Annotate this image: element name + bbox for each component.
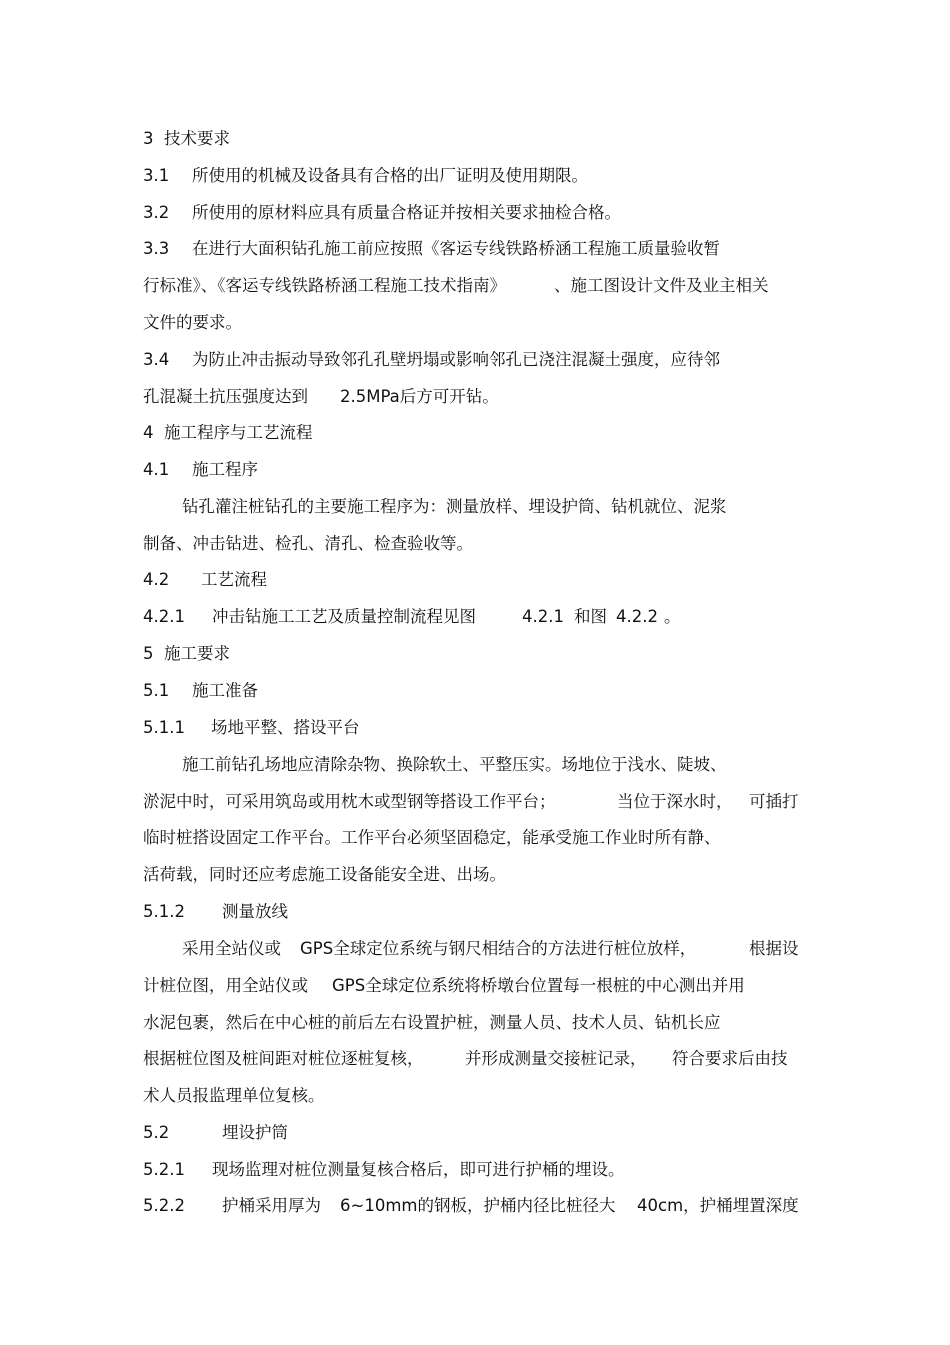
paragraph-5-1-2-line4 [0,1047,950,1071]
heading-text: 3 技术要求 [143,129,230,148]
text-fragment: 施工前钻孔场地应清除杂物、换除软土、平整压实。场地位于浅水、陡坡、 [182,755,727,774]
clause-text: 护桶采用厚为 [222,1196,321,1215]
clause-number: 5.1.1 [143,718,185,737]
clause-number: 4.2.1 [143,607,185,626]
text-fragment: 并形成测量交接桩记录， [465,1049,647,1068]
text-fragment: 根据桩位图及桩间距对桩位逐桩复核， [143,1049,424,1068]
paragraph-5-2-2 [0,1194,950,1218]
paragraph-3-3-continued [0,274,950,298]
text-fragment: GPS全球定位系统与钢尺相结合的方法进行桩位放样， [300,939,697,958]
paragraph-5-1-1-line2 [0,790,950,814]
paragraph-5-1-2 [0,937,950,961]
text-fragment: 和图 [574,607,607,626]
paragraph-4-2-1 [0,605,950,629]
text-fragment: 制备、冲击钻进、检孔、清孔、检查验收等。 [143,534,473,553]
section-heading-5 [0,642,950,666]
text-fragment: 2.5MPa后方可开钻。 [340,387,499,406]
text-fragment: 。 [664,607,681,626]
clause-number: 5.2 [143,1123,170,1142]
clause-text: 所使用的机械及设备具有合格的出厂证明及使用期限。 [192,166,588,185]
text-fragment: 孔混凝土抗压强度达到 [143,387,308,406]
clause-text: 冲击钻施工工艺及质量控制流程见图 [212,607,476,626]
paragraph-4-1 [0,495,950,519]
clause-number: 4.2 [143,570,170,589]
text-fragment: 当位于深水时， [617,792,733,811]
paragraph-5-1-2-line3 [0,1011,950,1035]
text-fragment: 钻孔灌注桩钻孔的主要施工程序为：测量放样、埋设护筒、钻机就位、泥浆 [182,497,727,516]
clause-number: 3.3 [143,239,170,258]
clause-number: 5.1.2 [143,902,185,921]
text-fragment: 6~10mm的钢板，护桶内径比桩径大 [340,1196,616,1215]
subheading-5-1-1 [0,716,950,740]
paragraph-3-1 [0,164,950,188]
text-fragment: 采用全站仪或 [182,939,281,958]
subheading-5-1 [0,679,950,703]
paragraph-5-1-2-line2 [0,974,950,998]
clause-number: 4.1 [143,460,170,479]
paragraph-5-1-1-line3 [0,826,950,850]
paragraph-4-1-continued [0,532,950,556]
clause-number: 5.2.2 [143,1196,185,1215]
text-fragment: 术人员报监理单位复核。 [143,1086,325,1105]
text-fragment: 计桩位图，用全站仪或 [143,976,308,995]
clause-title: 测量放线 [222,902,288,921]
text-fragment: 临时桩搭设固定工作平台。工作平台必须坚固稳定，能承受施工作业时所有静、 [143,828,721,847]
clause-number: 3.1 [143,166,170,185]
clause-number: 3.2 [143,203,170,222]
text-fragment: 文件的要求。 [143,313,242,332]
subheading-5-2 [0,1121,950,1145]
paragraph-5-2-1 [0,1158,950,1182]
text-fragment: 淤泥中时，可采用筑岛或用枕木或型钢等搭设工作平台； [143,792,556,811]
paragraph-3-2 [0,201,950,225]
clause-number: 5.1 [143,681,170,700]
text-fragment: 40cm，护桶埋置深度 [637,1196,799,1215]
paragraph-3-4 [0,348,950,372]
section-heading-3 [0,127,950,151]
text-fragment: 符合要求后由技 [672,1049,788,1068]
section-heading-4 [0,421,950,445]
text-fragment: 水泥包裹，然后在中心桩的前后左右设置护桩，测量人员、技术人员、钻机长应 [143,1013,721,1032]
heading-text: 4 施工程序与工艺流程 [143,423,313,442]
subheading-4-2 [0,568,950,592]
clause-title: 埋设护筒 [222,1123,288,1142]
paragraph-3-3-end [0,311,950,335]
clause-text: 在进行大面积钻孔施工前应按照《客运专线铁路桥涵工程施工质量验收暂 [192,239,720,258]
text-fragment: 可插打 [749,792,799,811]
clause-title: 工艺流程 [201,570,267,589]
clause-text: 现场监理对桩位测量复核合格后，即可进行护桶的埋设。 [212,1160,625,1179]
clause-text: 为防止冲击振动导致邻孔孔壁坍塌或影响邻孔已浇注混凝土强度，应待邻 [192,350,720,369]
figure-ref: 4.2.1 [522,607,564,626]
clause-title: 施工程序 [192,460,258,479]
paragraph-5-1-2-line5 [0,1084,950,1108]
paragraph-5-1-1 [0,753,950,777]
subheading-4-1 [0,458,950,482]
heading-text: 5 施工要求 [143,644,230,663]
clause-number: 3.4 [143,350,170,369]
text-fragment: 活荷载，同时还应考虑施工设备能安全进、出场。 [143,865,506,884]
paragraph-5-1-1-line4 [0,863,950,887]
text-fragment: 根据设 [749,939,799,958]
clause-text: 所使用的原材料应具有质量合格证并按相关要求抽检合格。 [192,203,621,222]
text-fragment: 、施工图设计文件及业主相关 [554,276,769,295]
figure-ref: 4.2.2 [616,607,658,626]
clause-number: 5.2.1 [143,1160,185,1179]
text-fragment: 行标准》、《客运专线铁路桥涵工程施工技术指南》 [143,276,506,295]
subheading-5-1-2 [0,900,950,924]
text-fragment: GPS全球定位系统将桥墩台位置每一根桩的中心测出并用 [332,976,745,995]
paragraph-3-3 [0,237,950,261]
clause-title: 场地平整、搭设平台 [211,718,360,737]
clause-title: 施工准备 [192,681,258,700]
paragraph-3-4-continued [0,385,950,409]
